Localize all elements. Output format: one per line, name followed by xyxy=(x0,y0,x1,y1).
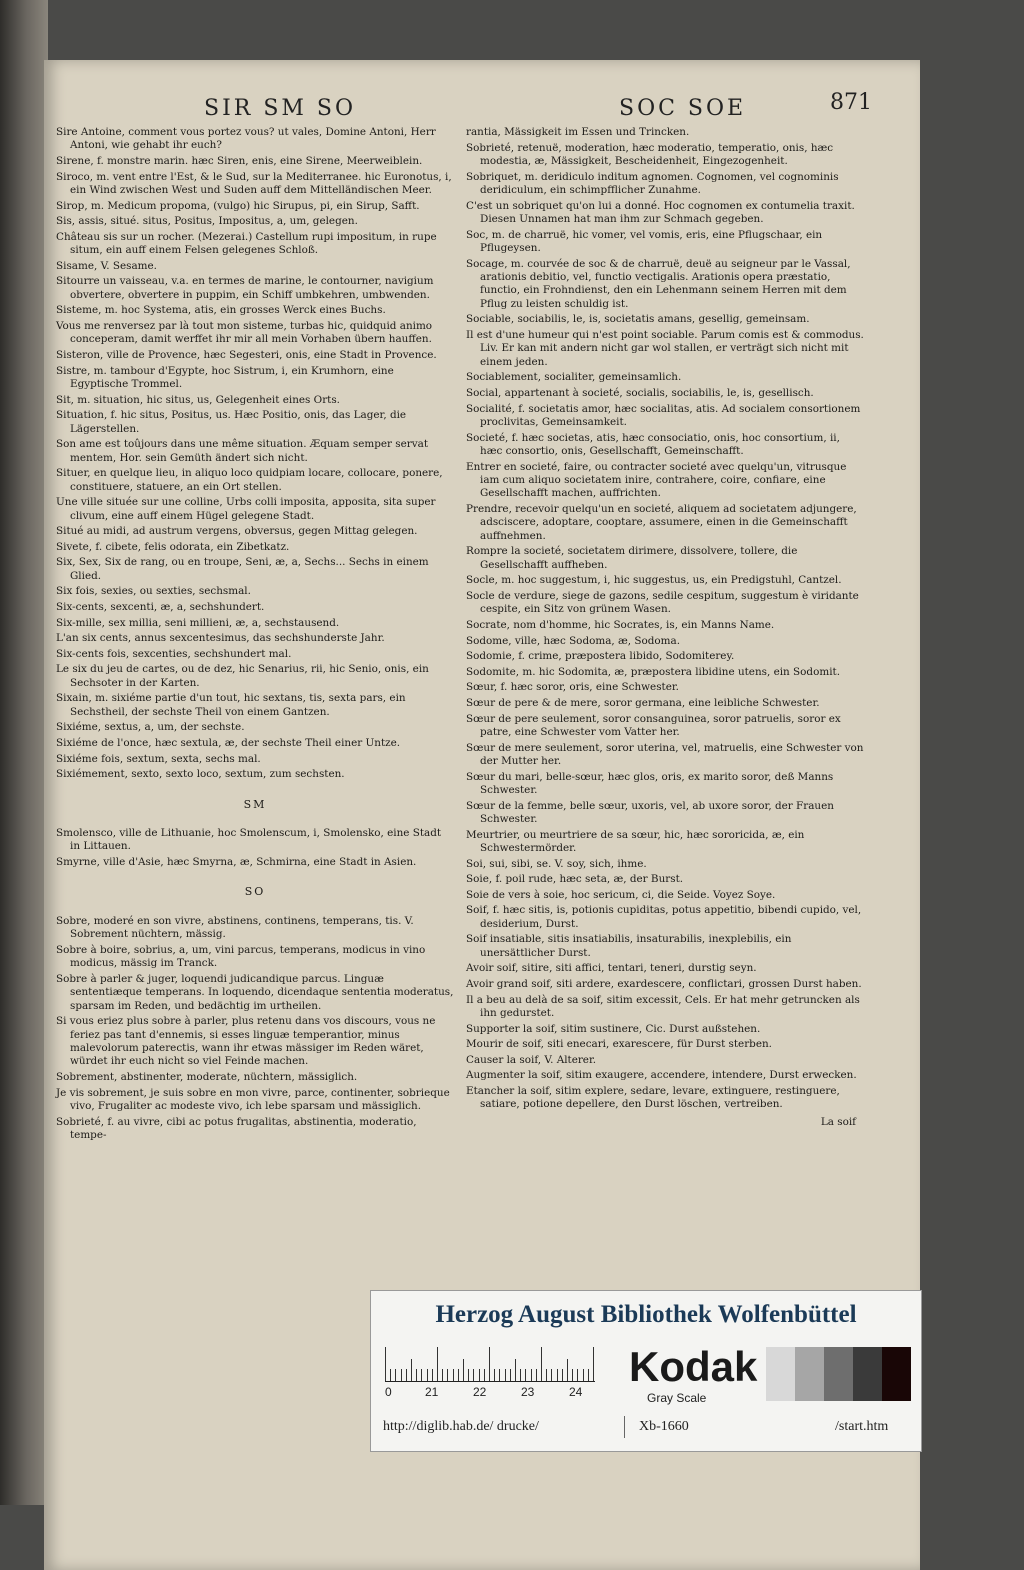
dictionary-entry: Sirop, m. Medicum propoma, (vulgo) hic Sirupus, pi, ein Sirup, Safft. xyxy=(56,199,420,212)
dictionary-entry: Sodome, ville, hæc Sodoma, æ, Sodoma. xyxy=(466,634,681,647)
ruler-tick xyxy=(437,1347,438,1381)
ruler-tick xyxy=(577,1369,578,1381)
plate-divider xyxy=(624,1416,625,1438)
dictionary-entry: Sœur de la femme, belle sœur, uxoris, vel, ab uxore soror, der Frauen Schwester. xyxy=(466,799,834,825)
dictionary-entry: Societé, f. hæc societas, atis, hæc consociatio, onis, hoc consortium, ii, hæc consortio, onis, Gesellschafft, Gemeinschafft. xyxy=(466,431,840,457)
dictionary-entry: Six-cents, sexcenti, æ, a, sechshundert. xyxy=(56,600,265,613)
ruler-tick xyxy=(479,1369,480,1381)
dictionary-entry: Vous me renversez par là tout mon sisteme, turbas hic, quidquid animo conceperam, damit werffet ihr mir all mein Vorhaben übern hauffen. xyxy=(56,319,433,346)
ruler-tick xyxy=(432,1369,433,1381)
right-entries xyxy=(466,126,864,1112)
dictionary-entry: Sœur de pere seulement, soror consanguinea, soror patruelis, soror ex patre, eine Schwester vom Vatter her. xyxy=(466,712,841,738)
ruler-tick xyxy=(583,1369,584,1381)
ruler-tick xyxy=(395,1369,396,1381)
dictionary-entry: Soie, f. poil rude, hæc seta, æ, der Burst. xyxy=(466,873,684,886)
dictionary-entry: Sixiéme, sextus, a, um, der sechste. xyxy=(56,721,245,734)
url-suffix: /start.htm xyxy=(835,1419,889,1434)
dictionary-entry: Sobre, moderé en son vivre, abstinens, continens, temperans, tis. V. Sobrement nüchtern, mässig. xyxy=(56,914,414,941)
ruler-tick xyxy=(588,1369,589,1381)
ruler-tick xyxy=(442,1369,443,1381)
library-url: http://diglib.hab.de/ drucke/ xyxy=(383,1419,539,1434)
ruler-tick xyxy=(421,1369,422,1381)
dictionary-entry: Sirene, f. monstre marin. hæc Siren, enis, eine Sirene, Meerweiblein. xyxy=(56,155,423,167)
dictionary-entry: Sixain, m. sixiéme partie d'un tout, hic sextans, tis, sexta pars, ein Sechstheil, der sechste Theil von einem Gantzen. xyxy=(56,692,406,718)
ruler-tick xyxy=(593,1347,594,1381)
ruler-tick xyxy=(572,1369,573,1381)
library-color-plate xyxy=(370,1290,922,1452)
dictionary-entry: Sobre à boire, sobrius, a, um, vini parcus, temperans, modicus in vino modicus, mässig im Tranck. xyxy=(56,943,426,970)
dictionary-entry: Causer la soif, V. Alterer. xyxy=(466,1053,597,1066)
gray-patch xyxy=(766,1347,795,1401)
right-column xyxy=(466,126,864,1129)
ruler-label: 21 xyxy=(425,1385,439,1399)
dictionary-entry: Soif insatiable, sitis insatiabilis, insaturabilis, inexplebilis, ein unersättlicher Durst. xyxy=(466,933,792,959)
gray-patch xyxy=(853,1347,882,1401)
dictionary-entry: Je vis sobrement, je suis sobre en mon vivre, parce, continenter, sobrieque vivo, Frugaliter ac modeste vivo, ich lebe sparsam und mässiglich. xyxy=(56,1086,450,1112)
sm-entries xyxy=(56,827,454,869)
dictionary-entry: C'est un sobriquet qu'on lui a donné. Hoc cognomen ex contumelia traxit. Diesen Unnamen hat man ihm zur Schmach gegeben. xyxy=(466,199,855,225)
ruler-tick xyxy=(567,1359,568,1381)
dictionary-entry: Socage, m. courvée de soc & de charruë, deuë au seigneur par le Vassal, arationis debitio, vel, functio vectigalis. Arationis opera præstatio, functio, ein Frohndienst, den ein Lehenmann seinem Herren mit dem Pflug zu leisten schuldig ist. xyxy=(466,257,851,310)
gray-patch xyxy=(882,1347,911,1401)
dictionary-entry: Avoir grand soif, siti ardere, exardescere, conflictari, grossen Durst haben. xyxy=(466,977,862,990)
so-entries xyxy=(56,915,454,1143)
dictionary-entry: Situation, f. hic situs, Positus, us. Hæc Positio, onis, das Lager, die Lägerstellen. xyxy=(56,409,407,435)
dictionary-entry: Soi, sui, sibi, se. V. soy, sich, ihme. xyxy=(466,857,647,870)
dictionary-entry: Si vous eriez plus sobre à parler, plus retenu dans vos discours, vous ne feriez pas tant d'ennemis, si esses linguæ temperantior, minus malevolorum paterectis, wann ihr etwas mässiger im Reden wäret, würdet ihr euch nicht so viel Feinde machen. xyxy=(56,1015,436,1068)
dictionary-entry: Soif, f. hæc sitis, is, potionis cupiditas, potus appetitio, bibendi cupido, vel, desiderium, Durst. xyxy=(466,904,862,930)
shelfmark: Xb-1660 xyxy=(639,1419,689,1434)
dictionary-entry: Sobrement, abstinenter, moderate, nüchtern, mässiglich. xyxy=(56,1070,358,1083)
gray-scale-patches xyxy=(766,1347,911,1401)
dictionary-entry: Augmenter la soif, sitim exaugere, accendere, intendere, Durst erwecken. xyxy=(466,1069,857,1082)
dictionary-entry: Sodomite, m. hic Sodomita, æ, præpostera libidine utens, ein Sodomit. xyxy=(466,665,840,678)
ruler-label: 22 xyxy=(473,1385,487,1399)
dictionary-entry: Une ville située sur une colline, Urbs colli imposita, apposita, sita super clivum, eine auff einem Hügel gelegene Stadt. xyxy=(56,496,436,522)
ruler-tick xyxy=(551,1369,552,1381)
left-column xyxy=(56,126,454,1145)
dictionary-entry: Socrate, nom d'homme, hic Socrates, is, ein Manns Name. xyxy=(466,619,775,631)
dictionary-entry: Sobrieté, retenuë, moderation, hæc moderatio, temperatio, onis, hæc modestia, æ, Mässigkeit, Bescheidenheit, Eingezogenheit. xyxy=(466,141,834,167)
dictionary-entry: Il est d'une humeur qui n'est point sociable. Parum comis est & commodus. Liv. Er kan mit andern nicht gar wol stallen, er verträgt sich nicht mit einem jeden. xyxy=(466,329,864,368)
ruler-label: 23 xyxy=(521,1385,535,1399)
dictionary-entry: Socle, m. hoc suggestum, i, hic suggestus, us, ein Predigstuhl, Cantzel. xyxy=(466,574,842,587)
running-head-left: SIR SM SO xyxy=(204,96,357,121)
dictionary-entry: Il a beu au delà de sa soif, sitim excessit, Cels. Er hat mehr getruncken als ihn gedurstet. xyxy=(466,993,860,1019)
dictionary-entry: Avoir soif, sitire, siti affici, tentari, teneri, durstig seyn. xyxy=(466,962,757,975)
dictionary-entry: Prendre, recevoir quelqu'un en societé, aliquem ad societatem adjungere, adsciscere, adoptare, cooptare, assumere, einen in die Gemeinschafft auffnehmen. xyxy=(466,503,857,542)
dictionary-entry: Etancher la soif, sitim explere, sedare, levare, extinguere, restinguere, satiare, potione depellere, den Durst löschen, vertreiben. xyxy=(466,1084,840,1111)
dictionary-entry: Soie de vers à soie, hoc sericum, ci, die Seide. Voyez Soye. xyxy=(466,888,776,901)
book-spine-edge xyxy=(0,0,48,1505)
dictionary-entry: Sodomie, f. crime, præpostera libido, Sodomiterey. xyxy=(466,650,735,663)
dictionary-entry: Sit, m. situation, hic situs, us, Gelegenheit eines Orts. xyxy=(56,393,340,406)
dictionary-entry: Socialité, f. societatis amor, hæc socialitas, atis. Ad socialem consortionem proclivitas, Gemeinsamkeit. xyxy=(466,402,861,428)
dictionary-entry: Social, appartenant à societé, socialis, sociabilis, le, is, gesellisch. xyxy=(466,387,814,399)
dictionary-entry: Supporter la soif, sitim sustinere, Cic. Durst außstehen. xyxy=(466,1022,761,1035)
dictionary-entry: Sis, assis, situé. situs, Positus, Impositus, a, um, gelegen. xyxy=(56,215,358,228)
ruler-tick xyxy=(520,1369,521,1381)
dictionary-entry: Smyrne, ville d'Asie, hæc Smyrna, æ, Schmirna, eine Stadt in Asien. xyxy=(56,855,417,868)
ruler-tick xyxy=(473,1369,474,1381)
dictionary-entry: Sobrieté, f. au vivre, cibi ac potus frugalitas, abstinentia, moderatio, tempe- xyxy=(56,1115,417,1141)
dictionary-entry: Situé au midi, ad austrum vergens, obversus, gegen Mittag gelegen. xyxy=(56,525,418,538)
ruler-labels xyxy=(385,1385,595,1401)
dictionary-entry: L'an six cents, annus sexcentesimus, das sechshunderste Jahr. xyxy=(56,632,385,645)
dictionary-entry: Sociable, sociabilis, le, is, societatis amans, gesellig, gemeinsam. xyxy=(466,313,810,326)
page-number: 871 xyxy=(830,90,872,115)
dictionary-entry: Six fois, sexies, ou sexties, sechsmal. xyxy=(56,585,251,598)
ruler-tick xyxy=(557,1369,558,1381)
running-head-right: SOC SOE xyxy=(619,96,747,121)
dictionary-entry: Sobre à parler & juger, loquendi judicandique parcus. Linguæ sententiæque temperans. In loquendo, dicendaque sententia moderatus, sparsam im Reden, und bedächtig im urtheilen. xyxy=(56,972,454,1012)
ruler-tick xyxy=(525,1369,526,1381)
ruler-label: 24 xyxy=(569,1385,583,1399)
ruler-tick xyxy=(484,1369,485,1381)
ruler-tick xyxy=(494,1369,495,1381)
ruler-tick xyxy=(411,1359,412,1381)
dictionary-entry: Sobriquet, m. deridiculo inditum agnomen. Cognomen, vel cognominis deridiculum, ein schimpfflicher Zunahme. xyxy=(466,170,839,196)
ruler-tick xyxy=(463,1359,464,1381)
dictionary-entry: Rompre la societé, societatem dirimere, dissolvere, tollere, die Gesellschafft auffheben. xyxy=(466,545,798,571)
dictionary-entry: Sixiéme de l'once, hæc sextula, æ, der sechste Theil einer Untze. xyxy=(56,736,401,749)
ruler-tick xyxy=(515,1359,516,1381)
gray-patch xyxy=(824,1347,853,1401)
dictionary-entry: Smolensco, ville de Lithuanie, hoc Smolenscum, i, Smolensko, eine Stadt in Littauen. xyxy=(56,826,442,853)
ruler-tick xyxy=(390,1369,391,1381)
ruler-tick xyxy=(385,1347,386,1381)
dictionary-entry: Sivete, f. cibete, felis odorata, ein Zibetkatz. xyxy=(56,540,290,553)
ruler-tick xyxy=(541,1347,542,1381)
ruler-tick xyxy=(468,1369,469,1381)
measurement-ruler xyxy=(385,1345,595,1382)
gray-patch xyxy=(795,1347,824,1401)
dictionary-entry: Sistre, m. tambour d'Egypte, hoc Sistrum, i, ein Krumhorn, eine Egyptische Trommel. xyxy=(56,364,394,390)
section-heading-so: SO xyxy=(244,885,266,899)
dictionary-entry: Meurtrier, ou meurtriere de sa sœur, hic, hæc sororicida, æ, ein Schwestermörder. xyxy=(466,828,805,854)
dictionary-entry: Sœur du mari, belle-sœur, hæc glos, oris, ex marito soror, deß Manns Schwester. xyxy=(466,770,834,796)
ruler-tick xyxy=(401,1369,402,1381)
dictionary-entry: Entrer en societé, faire, ou contracter societé avec quelqu'un, vitrusque iam cum aliquo societatem inire, contrahere, coire, confiare, eine Gesellschafft machen, auffrichten. xyxy=(466,460,847,500)
dictionary-entry: Sœur, f. hæc soror, oris, eine Schwester. xyxy=(466,681,679,694)
catchword: La soif xyxy=(820,1115,856,1128)
dictionary-entry: Six-mille, sex millia, seni millieni, æ, a, sechstausend. xyxy=(56,616,340,629)
dictionary-entry: Son ame est toûjours dans une même situation. Æquam semper servat mentem, Hor. sein Gemüth ändert sich nicht. xyxy=(56,438,428,464)
dictionary-entry: Sociablement, socialiter, gemeinsamlich. xyxy=(466,371,682,384)
ruler-tick xyxy=(510,1369,511,1381)
dictionary-entry: Sitourre un vaisseau, v.a. en termes de marine, le contourner, navigium obvertere, obvertere in puppim, ein Schiff umbkehren, umbwenden. xyxy=(56,275,434,301)
ruler-tick xyxy=(536,1369,537,1381)
dictionary-entry: Soc, m. de charruë, hic vomer, vel vomis, eris, eine Pflugschaar, ein Pflugeysen. xyxy=(466,228,823,254)
ruler-tick xyxy=(453,1369,454,1381)
kodak-logo: Kodak xyxy=(629,1343,758,1390)
dictionary-entry: Château sis sur un rocher. (Mezerai.) Castellum rupi impositum, in rupe situm, ein auff einem Felsen gelegenes Schloß. xyxy=(56,230,437,257)
ruler-tick xyxy=(427,1369,428,1381)
dictionary-entry: Sisteme, m. hoc Systema, atis, ein grosses Werck eines Buchs. xyxy=(56,304,386,317)
dictionary-entry: Six-cents fois, sexcenties, sechshundert mal. xyxy=(56,647,292,660)
gray-scale-label: Gray Scale xyxy=(647,1391,707,1405)
ruler-tick xyxy=(562,1369,563,1381)
left-entries xyxy=(56,126,454,782)
dictionary-entry: Sixiémement, sexto, sexto loco, sextum, zum sechsten. xyxy=(56,768,345,781)
dictionary-entry: Sisame, V. Sesame. xyxy=(56,259,157,272)
dictionary-entry: Sisteron, ville de Provence, hæc Segesteri, onis, eine Stadt in Provence. xyxy=(56,348,437,361)
dictionary-entry: Socle de verdure, siege de gazons, sedile cespitum, suggestum è viridante cespite, ein Sitz von grünem Wasen. xyxy=(466,590,859,616)
dictionary-entry: Six, Sex, Six de rang, ou en troupe, Seni, æ, a, Sechs... Sechs in einem Glied. xyxy=(56,556,429,582)
ruler-tick xyxy=(531,1369,532,1381)
ruler-tick xyxy=(416,1369,417,1381)
ruler-tick xyxy=(458,1369,459,1381)
dictionary-entry: Situer, en quelque lieu, in aliquo loco quidpiam locare, collocare, ponere, constituere, statuere, an ein Ort stellen. xyxy=(56,467,443,493)
dictionary-entry: Sire Antoine, comment vous portez vous? ut vales, Domine Antoni, Herr Antoni, wie gehabt ihr euch? xyxy=(56,126,436,152)
dictionary-entry: Siroco, m. vent entre l'Est, & le Sud, sur la Mediterranee. hic Euronotus, i, ein Wind zwischen West und Suden auff dem Mittelländischen Meer. xyxy=(56,170,452,196)
ruler-tick xyxy=(505,1369,506,1381)
library-name: Herzog August Bibliothek Wolfenbüttel xyxy=(435,1301,857,1328)
dictionary-entry: rantia, Mässigkeit im Essen und Trincken. xyxy=(466,126,690,138)
ruler-tick xyxy=(489,1347,490,1381)
dictionary-entry: Le six du jeu de cartes, ou de dez, hic Senarius, rii, hic Senio, onis, ein Sechsoter in der Karten. xyxy=(56,663,429,689)
ruler-tick xyxy=(499,1369,500,1381)
dictionary-entry: Sœur de mere seulement, soror uterina, vel, matruelis, eine Schwester von der Mutter her. xyxy=(466,741,864,767)
dictionary-entry: Sœur de pere & de mere, soror germana, eine leibliche Schwester. xyxy=(466,696,820,709)
dictionary-entry: Mourir de soif, siti enecari, exarescere, für Durst sterben. xyxy=(466,1038,772,1051)
section-heading-sm: SM xyxy=(243,797,267,811)
ruler-tick xyxy=(406,1369,407,1381)
dictionary-entry: Sixiéme fois, sextum, sexta, sechs mal. xyxy=(56,752,261,765)
ruler-label: 0 xyxy=(385,1385,392,1399)
ruler-tick xyxy=(546,1369,547,1381)
ruler-tick xyxy=(447,1369,448,1381)
